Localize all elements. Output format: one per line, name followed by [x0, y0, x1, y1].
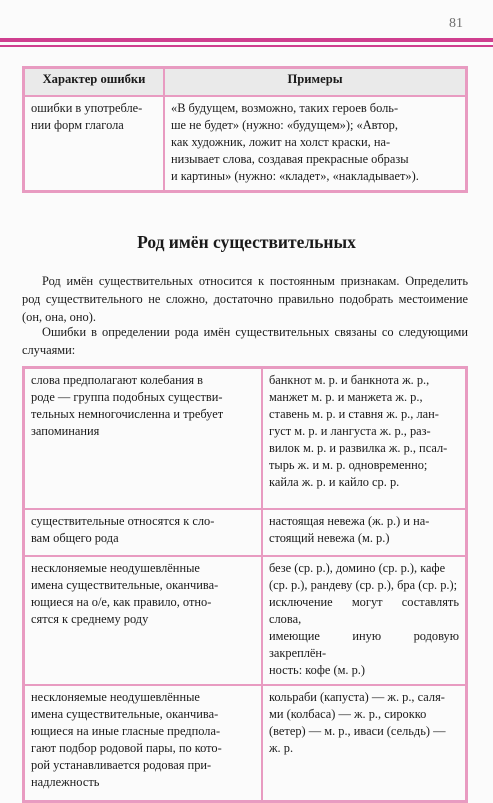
- cell-line: кайла ж. р. и кайло ср. р.: [269, 475, 400, 489]
- case-cell: [24, 556, 263, 685]
- cell-line: ше не будет» (нужно: «будущем»); «Автор,: [171, 118, 398, 132]
- cell-line: гают подбор родовой пары, по кото-: [31, 741, 222, 755]
- examples-cell: [262, 509, 467, 556]
- cell-line: ставень м. р. и ставня ж. р., лан-: [269, 407, 439, 421]
- cell-line: «В будущем, возможно, таких героев боль-: [171, 101, 399, 115]
- examples-cell: [164, 96, 467, 192]
- cell-line: имеющие иную родовую закреплён-: [269, 629, 459, 660]
- cell-line: существительные относятся к сло-: [31, 514, 215, 528]
- cell-line: рой устанавливается родовая при-: [31, 758, 212, 772]
- table-row: [24, 368, 467, 510]
- cell-line: вам общего рода: [31, 531, 119, 545]
- section-title: Род имён существительных: [137, 232, 356, 252]
- header-rule-thin: [0, 45, 493, 47]
- cell-line: надлежность: [31, 775, 100, 789]
- noun-gender-table: [22, 366, 468, 803]
- cell-line: стоящий невежа (м. р.): [269, 531, 390, 545]
- header-error-kind: Характер ошибки: [24, 68, 165, 97]
- header-examples: Примеры: [164, 68, 467, 97]
- cell-line: кольраби (капуста) — ж. р., саля-: [269, 690, 445, 704]
- cell-line: банкнот м. р. и банкнота ж. р.,: [269, 373, 430, 387]
- cell-line: несклоняемые неодушевлённые: [31, 561, 200, 575]
- error-kind-cell: [24, 96, 165, 192]
- cell-line: густ м. р. и лангуста ж. р., раз-: [269, 424, 431, 438]
- case-cell: [24, 509, 263, 556]
- cell-line: низывает слова, создавая прекрасные образы: [171, 152, 409, 166]
- cell-line: несклоняемые неодушевлённые: [31, 690, 200, 704]
- cell-line: запоминания: [31, 424, 100, 438]
- cell-line: тырь ж. и м. р. одновременно;: [269, 458, 428, 472]
- cell-line: сятся к среднему роду: [31, 612, 149, 626]
- cell-line: имена существительные, оканчива-: [31, 707, 219, 721]
- cell-line: нии форм глагола: [31, 118, 124, 132]
- cell-line: ющиеся на о/е, как правило, отно-: [31, 595, 212, 609]
- cell-line: ющиеся на иные гласные предпола-: [31, 724, 221, 738]
- table-row: [24, 685, 467, 802]
- cell-line: безе (ср. р.), домино (ср. р.), кафе: [269, 561, 446, 575]
- cell-line: тельных немногочисленна и требует: [31, 407, 224, 421]
- cell-line: ж. р.: [269, 741, 294, 755]
- header-rule-thick: [0, 38, 493, 42]
- cell-line: и картины» (нужно: «кладет», «накладывает»).: [171, 169, 419, 183]
- paragraph: Ошибки в определении рода имён существительных связаны со следующими случаями:: [22, 325, 468, 357]
- verb-errors-table: [22, 66, 468, 193]
- table-row: [24, 509, 467, 556]
- examples-cell: [262, 685, 467, 802]
- table-header-row: [24, 68, 467, 97]
- table-row: [24, 556, 467, 685]
- paragraph: Род имён существительных относится к постоянным признакам. Определить род существительного не сложно, достаточно правильно подобрать местоимение (он, она, оно).: [22, 274, 468, 324]
- table-row: [24, 96, 467, 192]
- cell-line: (ср. р.), рандеву (ср. р.), бра (ср. р.);: [269, 578, 458, 592]
- cell-line: роде — группа подобных существи-: [31, 390, 223, 404]
- case-cell: [24, 685, 263, 802]
- cell-line: слова предполагают колебания в: [31, 373, 203, 387]
- cell-line: ошибки в употребле-: [31, 101, 143, 115]
- cell-line: исключение могут составлять слова,: [269, 595, 459, 626]
- cell-line: ми (колбаса) — ж. р., сирокко: [269, 707, 427, 721]
- cell-line: (ветер) — м. р., иваси (сельдь) —: [269, 724, 446, 738]
- cell-line: имена существительные, оканчива-: [31, 578, 219, 592]
- cell-line: настоящая невежа (ж. р.) и на-: [269, 514, 430, 528]
- cell-line: вилок м. р. и развилка ж. р., псал-: [269, 441, 448, 455]
- cell-line: манжет м. р. и манжета ж. р.,: [269, 390, 423, 404]
- case-cell: [24, 368, 263, 510]
- cell-line: как художник, ложит на холст краски, на-: [171, 135, 391, 149]
- examples-cell: [262, 368, 467, 510]
- cell-line: ность: кофе (м. р.): [269, 663, 366, 677]
- examples-cell: [262, 556, 467, 685]
- page-number: 81: [449, 16, 463, 31]
